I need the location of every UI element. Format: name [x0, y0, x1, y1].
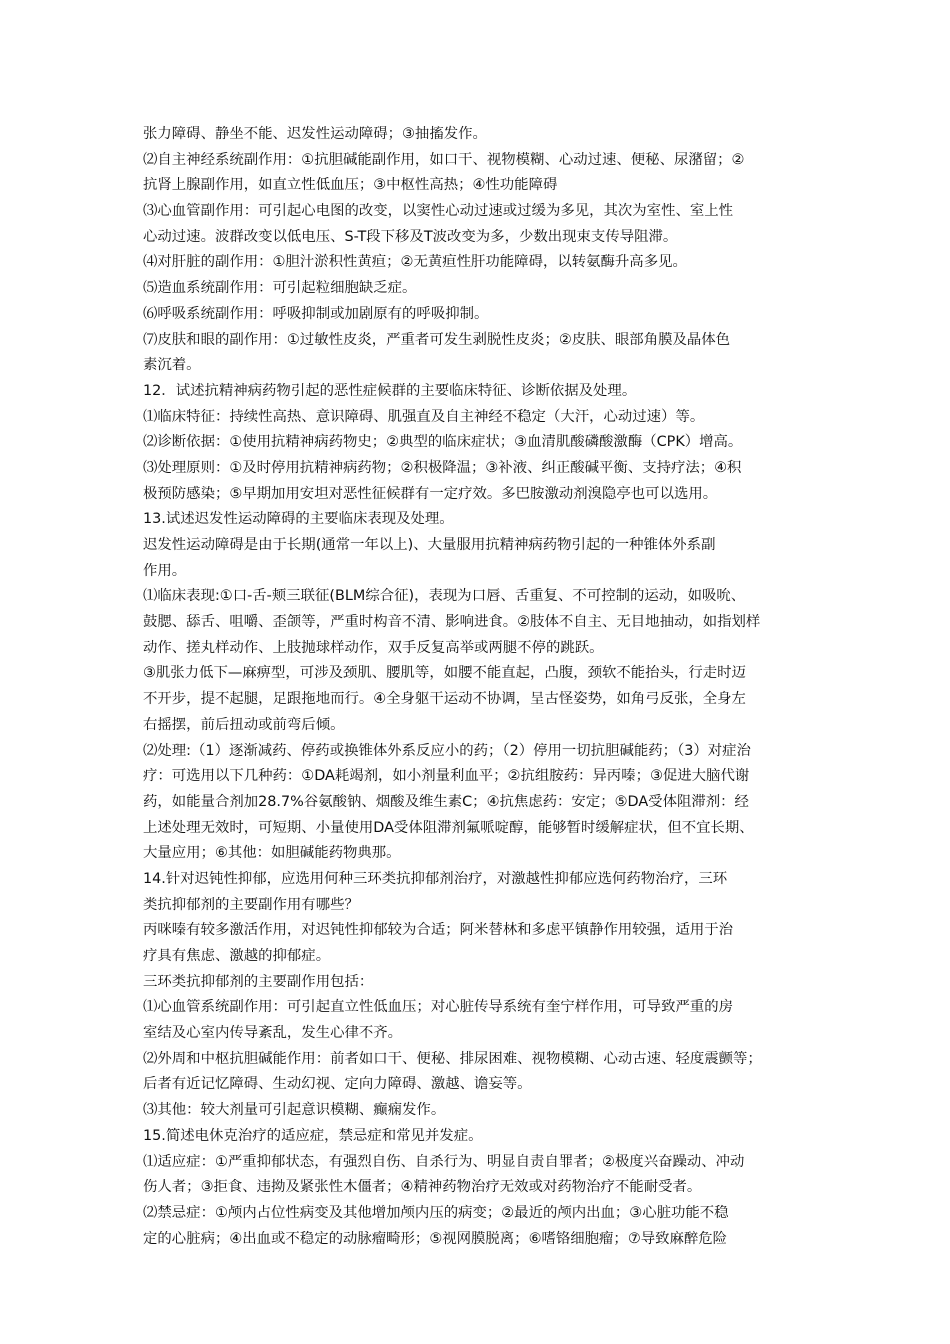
text-line: 13.试述迟发性运动障碍的主要临床表现及处理。	[143, 511, 454, 528]
text-line: 上述处理无效时，可短期、小量使用DA受体阻滞剂氟哌啶醇，能够暂时缓解症状，但不宜长期、	[143, 819, 754, 836]
text-line: 大量应用；⑥其他：如胆碱能药物典那。	[143, 845, 401, 862]
text-line: ⑵诊断依据：①使用抗精神病药物史；②典型的临床症状；③血清肌酸磷酸激酶（CPK）增高。	[143, 434, 743, 451]
text-line: ⑴临床表现:①口-舌-颊三联征(BLM综合征)，表现为口唇、舌重复、不可控制的运动，如吸吮、	[143, 588, 746, 605]
text-line: ⑸造血系统副作用：可引起粒细胞缺乏症。	[143, 280, 417, 297]
text-line: ⑶处理原则：①及时停用抗精神病药物；②积极降温；③补液、纠正酸碱平衡、支持疗法；④积	[143, 459, 742, 476]
text-line: 三环类抗抑郁剂的主要副作用包括：	[143, 973, 374, 990]
text-line: ⑵处理:（1）逐渐减药、停药或换锥体外系反应小的药；（2）停用一切抗胆碱能药；（3）对症治	[143, 742, 751, 759]
text-line: ⑴临床特征：持续性高热、意识障碍、肌强直及自主神经不稳定（大汗，心动过速）等。	[143, 408, 705, 425]
text-line: 定的心脏病；④出血或不稳定的动脉瘤畸形；⑤视网膜脱离；⑥嗜铬细胞瘤；⑦导致麻醉危险	[143, 1230, 728, 1247]
text-line: 抗肾上腺副作用，如直立性低血压；③中枢性高热；④性功能障碍	[143, 177, 558, 194]
text-line: 后者有近记忆障碍、生动幻视、定向力障碍、激越、谵妄等。	[143, 1076, 532, 1093]
text-line: ⑷对肝脏的副作用：①胆汁淤积性黄疸；②无黄疸性肝功能障碍，以转氨酶升高多见。	[143, 254, 687, 271]
text-line: ⑵自主神经系统副作用：①抗胆碱能副作用，如口干、视物模糊、心动过速、便秘、尿潴留；②	[143, 151, 745, 168]
text-line: ③肌张力低下—麻痹型，可涉及颈肌、腰肌等，如腰不能直起，凸腹，颈软不能抬头，行走时迈	[143, 665, 746, 682]
text-line: ⑴心血管系统副作用：可引起直立性低血压；对心脏传导系统有奎宁样作用，可导致严重的房	[143, 999, 734, 1016]
text-line: 不开步，提不起腿，足跟拖地而行。④全身躯干运动不协调，呈古怪姿势，如角弓反张，全身左	[143, 691, 746, 708]
text-line: 作用。	[143, 562, 187, 579]
text-line: 鼓腮、舔舌、咀嚼、歪颌等，严重时构音不清、影响进食。②肢体不自主、无目地抽动，如指划样	[143, 614, 761, 631]
text-line: ⑵禁忌症：①颅内占位性病变及其他增加颅内压的病变；②最近的颅内出血；③心脏功能不稳	[143, 1204, 729, 1221]
text-line: 迟发性运动障碍是由于长期(通常一年以上)、大量服用抗精神病药物引起的一种锥体外系副	[143, 537, 716, 553]
text-line: 类抗抑郁剂的主要副作用有哪些？	[143, 896, 359, 913]
text-line: 伤人者；③拒食、违拗及紧张性木僵者；④精神药物治疗无效或对药物治疗不能耐受者。	[143, 1179, 702, 1196]
text-line: 丙咪嗪有较多激活作用，对迟钝性抑郁较为合适；阿米替林和多虑平镇静作用较强，适用于治	[143, 922, 734, 939]
text-line: 室结及心室内传导紊乱，发生心律不齐。	[143, 1025, 403, 1042]
text-line: ⑵外周和中枢抗胆碱能作用：前者如口干、便秘、排尿困难、视物模糊、心动古速、轻度震颤等；	[143, 1050, 762, 1067]
text-line: 疗具有焦虑、激越的抑郁症。	[143, 948, 331, 964]
text-line: ⑹呼吸系统副作用：呼吸抑制或加剧原有的呼吸抑制。	[143, 305, 489, 322]
text-line: 15.简述电休克治疗的适应症，禁忌症和常见并发症。	[143, 1127, 483, 1144]
text-line: 极预防感染；⑤早期加用安坦对恶性征候群有一定疗效。多巴胺激动剂溴隐亭也可以选用。	[143, 485, 718, 502]
text-line: ⑶心血管副作用：可引起心电图的改变，以窦性心动过速或过缓为多见，其次为室性、室上性	[143, 203, 734, 220]
text-line: 右摇摆，前后扭动或前弯后倾。	[143, 716, 345, 733]
text-line: 动作、搓丸样动作、上肢抛球样动作，双手反复高举或两腿不停的跳跃。	[143, 639, 604, 656]
text-line: 疗：可选用以下几种药：①DA耗竭剂，如小剂量利血平；②抗组胺药：异丙嗪；③促进大脑代谢	[143, 768, 750, 785]
text-line: 素沉着。	[143, 357, 201, 374]
text-line: 药，如能量合剂加28.7%谷氨酸钠、烟酸及维生素C；④抗焦虑药：安定；⑤DA受体阻滞剂：经	[143, 793, 749, 810]
document-body	[143, 122, 823, 1252]
text-line: 心动过速。波群改变以低电压、S-T段下移及T波改变为多，少数出现束支传导阻滞。	[143, 228, 678, 245]
text-line: ⑺皮肤和眼的副作用：①过敏性皮炎，严重者可发生剥脱性皮炎；②皮肤、眼部角膜及晶体色	[143, 331, 731, 348]
text-line: 张力障碍、静坐不能、迟发性运动障碍；③抽搐发作。	[143, 126, 487, 142]
text-line: 14.针对迟钝性抑郁，应选用何种三环类抗抑郁剂治疗，对激越性抑郁应选何药物治疗，三环	[143, 870, 728, 887]
text-line: ⑴适应症：①严重抑郁状态，有强烈自伤、自杀行为、明显自责自罪者；②极度兴奋躁动、冲动	[143, 1153, 745, 1170]
text-line: ⑶其他：较大剂量可引起意识模糊、癫痫发作。	[143, 1102, 446, 1119]
text-line: 12．试述抗精神病药物引起的恶性症候群的主要临床特征、诊断依据及处理。	[143, 382, 637, 399]
